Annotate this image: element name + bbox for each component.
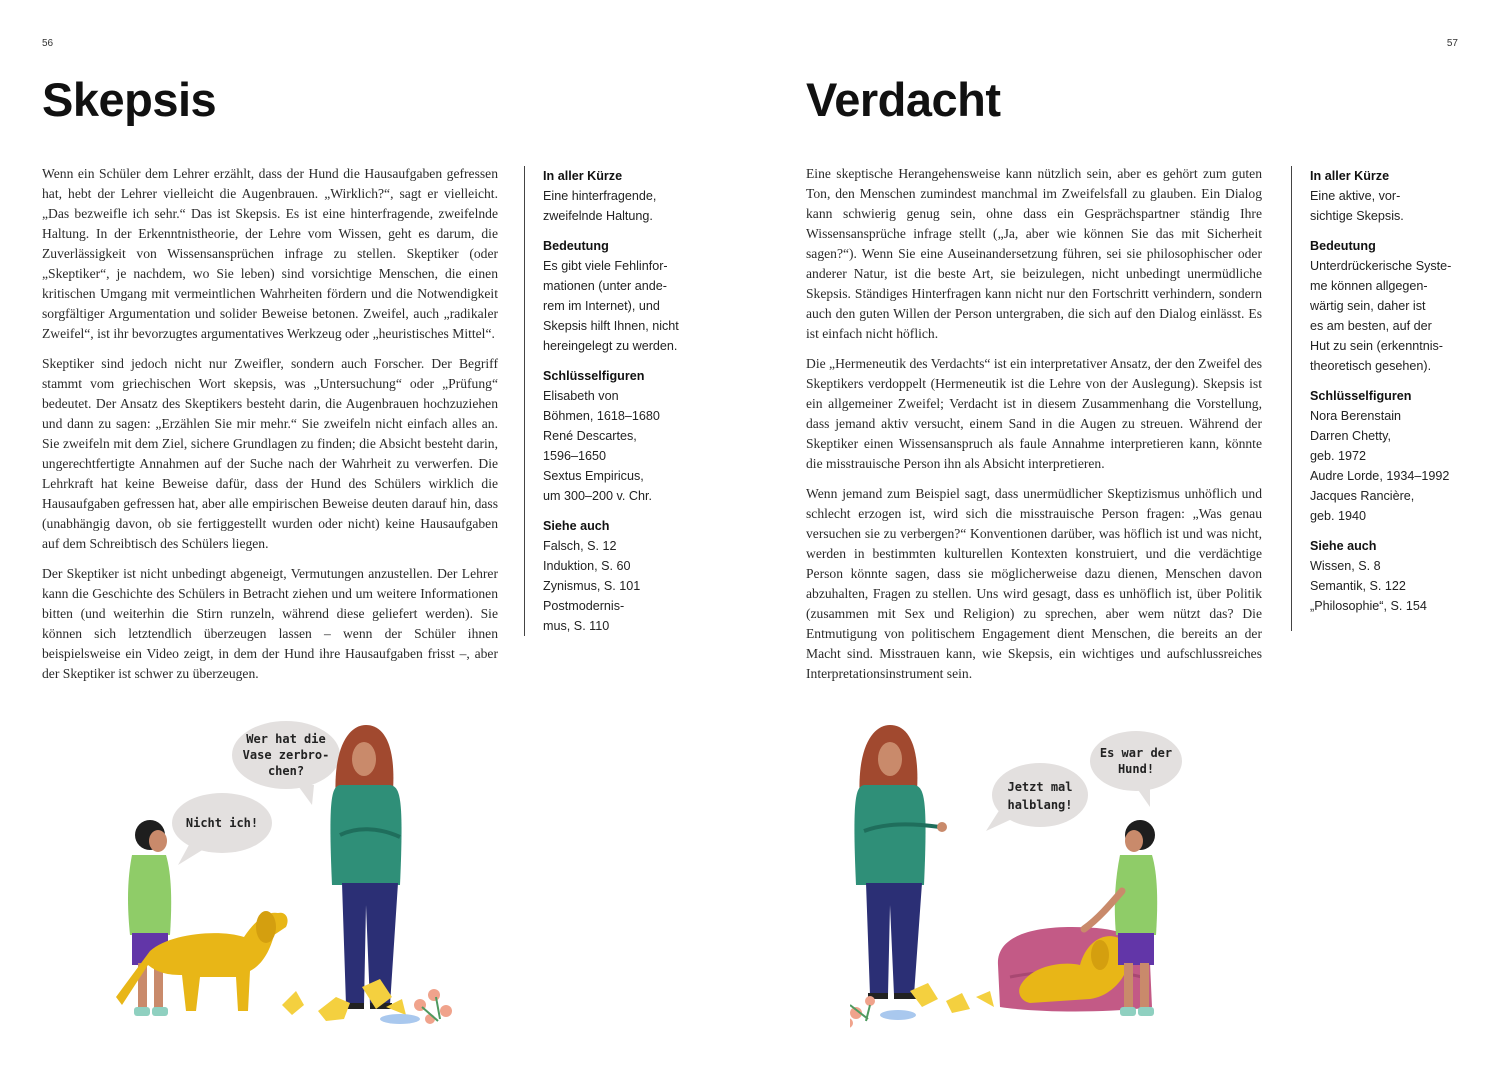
info-sidebar [524,166,713,636]
flowers [850,995,875,1028]
speech-text: Hund! [1117,762,1155,776]
sidebar-heading: Schlüsselfiguren [1310,389,1412,403]
sidebar-heading: In aller Kürze [543,169,623,183]
sidebar-line: Es gibt viele Fehlinfor- [543,259,668,273]
speech-bubble-student [172,793,272,865]
verdacht-illustration [850,715,1210,1035]
speech-text: Wer hat die [246,732,326,746]
sidebar-line: Postmodernis- [543,599,625,613]
page-title: Skepsis [42,73,217,126]
sidebar-line: 1596–1650 [543,449,607,463]
article-body [806,164,1262,694]
paragraph: Der Skeptiker ist nicht unbedingt abgeneigt, Vermutungen anzustellen. Der Lehrer kann die Geschichte des Schülers in Betracht ziehen und um weitere Informationen bitten (und weiterhin die Stirn runzeln, während diese geliefert werden). Sie können sich letztendlich überzeugen lassen – wenn der Schüler ihnen beispielsweise ein Video zeigt, in dem der Hund ihre Hausaufgaben frisst –, aber der Skeptiker ist schwer zu überzeugen. [42,566,498,681]
sidebar-section-meaning [543,236,713,356]
sidebar-line: Sextus Empiricus, [543,469,644,483]
article-body [42,164,498,694]
sidebar-line: geb. 1972 [1310,449,1367,463]
sidebar-heading: In aller Kürze [1310,169,1390,183]
sidebar-line: es am besten, auf der [1310,319,1432,333]
sidebar-heading: Siehe auch [543,519,610,533]
teacher-figure [330,725,401,1009]
speech-text: chen? [267,764,305,778]
paragraph: Eine skeptische Herangehensweise kann nützlich sein, aber es gehört zum guten Ton, den Menschen zumindest manchmal im Zweifelsfall zu glauben. Ein Dialog kann schwierig genug sein, ohne dass ein Gesprächspartner ständig Ihre Wissensansprüche infrage stellt („Ja, aber wie können Sie das mit Sicherheit sagen?“). Wenn Sie eine Auseinandersetzung führen, sei sie philosophischer oder anderer Natur, ist die beste Art, sie beizulegen, nicht unbedingt unermüdliche Skepsis. Ständiges Hinterfragen kann nicht nur den Fortschritt verhindern, sondern auch den guten Willen der Person untergraben, die sich auf den Dialog einlässt. Es ist einfach nicht höflich. [806,166,1262,341]
sidebar-line: Wissen, S. 8 [1310,559,1381,573]
speech-text: Es war der [1099,746,1173,760]
sidebar-line: Unterdrückerische Syste- [1310,259,1452,273]
sidebar-line: wärtig sein, daher ist [1310,299,1426,313]
sidebar-section-see-also [543,516,713,636]
sidebar-line: rem im Internet), und [543,299,660,313]
skepsis-illustration [100,715,480,1035]
sidebar-line: mationen (unter ande- [543,279,667,293]
sidebar-line: Falsch, S. 12 [543,539,617,553]
sidebar-section-meaning [1310,236,1470,376]
sidebar-line: hereingelegt zu werden. [543,339,678,353]
sidebar-line: René Descartes, [543,429,637,443]
sidebar-line: Hut zu sein (erkenntnis- [1310,339,1443,353]
speech-text: Vase zerbro- [242,748,330,762]
sidebar-line: geb. 1940 [1310,509,1367,523]
sidebar-heading: Bedeutung [543,239,609,253]
student-figure [128,820,171,1016]
sidebar-line: me können allgegen- [1310,279,1428,293]
sidebar-line: um 300–200 v. Chr. [543,489,652,503]
page-number: 56 [42,38,54,49]
sidebar-line: mus, S. 110 [543,619,610,633]
paragraph: Die „Hermeneutik des Verdachts“ ist ein interpretativer Ansatz, der den Zweifel des Skeptikers verdoppelt (Hermeneutik ist die Lehre von der Auslegung). Skepsis ist ein allgemeiner Zweifel; Verdacht ist in diesem Zusammenhang die Vorstellung, dass jemand aktiv versucht, einem Sand in die Augen zu streuen. Während der Skeptiker einen Wissensanspruch als faule Annahme interpretieren kann, könnte die misstrauische Person ihn als Absicht interpretieren. [806,356,1262,471]
sidebar-section-summary [1310,166,1470,226]
sidebar-line: Zynismus, S. 101 [543,579,641,593]
page-title: Verdacht [806,73,1001,126]
sidebar-heading: Siehe auch [1310,539,1377,553]
paragraph: Skeptiker sind jedoch nicht nur Zweifler, sondern auch Forscher. Der Begriff stammt vom griechischen Wort skepsis, was „Untersuchung“ oder „Prüfung“ bedeutet. Der Ansatz des Skeptikers besteht darin, die Augenbrauen hochzuziehen und dann zu sagen: „Erzählen Sie mir mehr.“ Sie zweifeln nicht einfach alles an. Sie zweifeln mit dem Ziel, sichere Grundlagen zu finden; die Absicht besteht darin, ungerechtfertigte Annahmen auf der Suche nach der Wahrheit zu verwerfen. Die Lehrkraft hat keine Beweise dafür, dass der Hund des Schülers wirklich die Hausaufgaben gefressen hat, aber alle empirischen Beweise deuten darauf hin, dass (unabhängig davon, ob sie fertiggestellt wurden oder nicht) keine Hausaufgaben auf dem Schreibtisch des Schülers liegen. [42,356,498,551]
right-page [750,0,1500,1074]
sidebar-section-figures [543,366,713,506]
sidebar-section-see-also [1310,536,1470,616]
sidebar-line: Induktion, S. 60 [543,559,631,573]
sidebar-line: Eine hinterfragende, [543,189,657,203]
sidebar-line: Darren Chetty, [1310,429,1391,443]
speech-text: Jetzt mal [1007,780,1073,794]
sidebar-line: Audre Lorde, 1934–1992 [1310,469,1450,483]
paragraph: Wenn ein Schüler dem Lehrer erzählt, dass der Hund die Hausaufgaben gefressen hat, hebt der Lehrer vielleicht die Augenbrauen. „Wirklich?“, sagt er vielleicht. „Das bezweifle ich sehr.“ Das ist Skepsis. Es ist eine hinterfragende, zweifelnde Haltung. In der Erkenntnistheorie, der Lehre vom Wissen, geht es darum, die Zuverlässigkeit von Wissensansprüchen infrage zu stellen. Skeptiker (oder „Skeptiker“, je nachdem, wo Sie leben) sind vorsichtige Menschen, die einen kritischen Umgang mit vermeintlichen Wahrheiten fördern und die Notwendigkeit sorgfältiger Argumentation und solider Beweise betonen. Zweifel, auch „radikaler Zweifel“, ist ihr bevorzugtes argumentatives Werkzeug oder „heuristisches Mittel“. [42,166,498,341]
sidebar-section-figures [1310,386,1470,526]
speech-bubble-teacher [986,763,1088,831]
sidebar-line: Semantik, S. 122 [1310,579,1406,593]
sidebar-line: Elisabeth von [543,389,619,403]
sidebar-line: theoretisch gesehen). [1310,359,1432,373]
speech-text: halblang! [1007,798,1073,812]
sidebar-line: Eine aktive, vor- [1310,189,1401,203]
sidebar-line: Skepsis hilft Ihnen, nicht [543,319,679,333]
teacher-figure [854,725,947,999]
sidebar-heading: Bedeutung [1310,239,1376,253]
sidebar-line: „Philosophie“, S. 154 [1310,599,1427,613]
sidebar-line: Nora Berenstain [1310,409,1402,423]
sidebar-section-summary [543,166,713,226]
sidebar-line: zweifelnde Haltung. [543,209,653,223]
sidebar-line: Jacques Rancière, [1310,489,1415,503]
paragraph: Wenn jemand zum Beispiel sagt, dass unermüdlicher Skeptizismus unhöflich und schlecht erzogen ist, wird sich die misstrauische Person fragen: „Was genau versuchen sie zu verbergen?“ Konventionen darüber, was höflich ist und was nicht, werden in bestimmten kulturellen Kontexten konstruiert, und die verdächtige Person könnte sagen, dass sie möglicherweise dazu dienen, Menschen davon abzuhalten, Fragen zu stellen. Uns wird gesagt, dass es unhöflich ist, über Politik (zusammen mit Sex und Religion) zu sprechen, aber wem nützt das? Die Entmutigung von politischem Engagement dient Menschen, die bereits an der Macht sind. Misstrauen kann, wie Skepsis, ein wichtiges und aufschlussreiches Interpretationsinstrument sein. [806,486,1262,681]
info-sidebar [1291,166,1470,631]
speech-bubble-student [1090,731,1182,807]
speech-bubble-teacher [232,721,340,805]
sidebar-line: sichtige Skepsis. [1310,209,1404,223]
page-number: 57 [1446,38,1458,49]
sidebar-line: Böhmen, 1618–1680 [543,409,660,423]
speech-text: Nicht ich! [185,816,259,830]
sidebar-heading: Schlüsselfiguren [543,369,645,383]
